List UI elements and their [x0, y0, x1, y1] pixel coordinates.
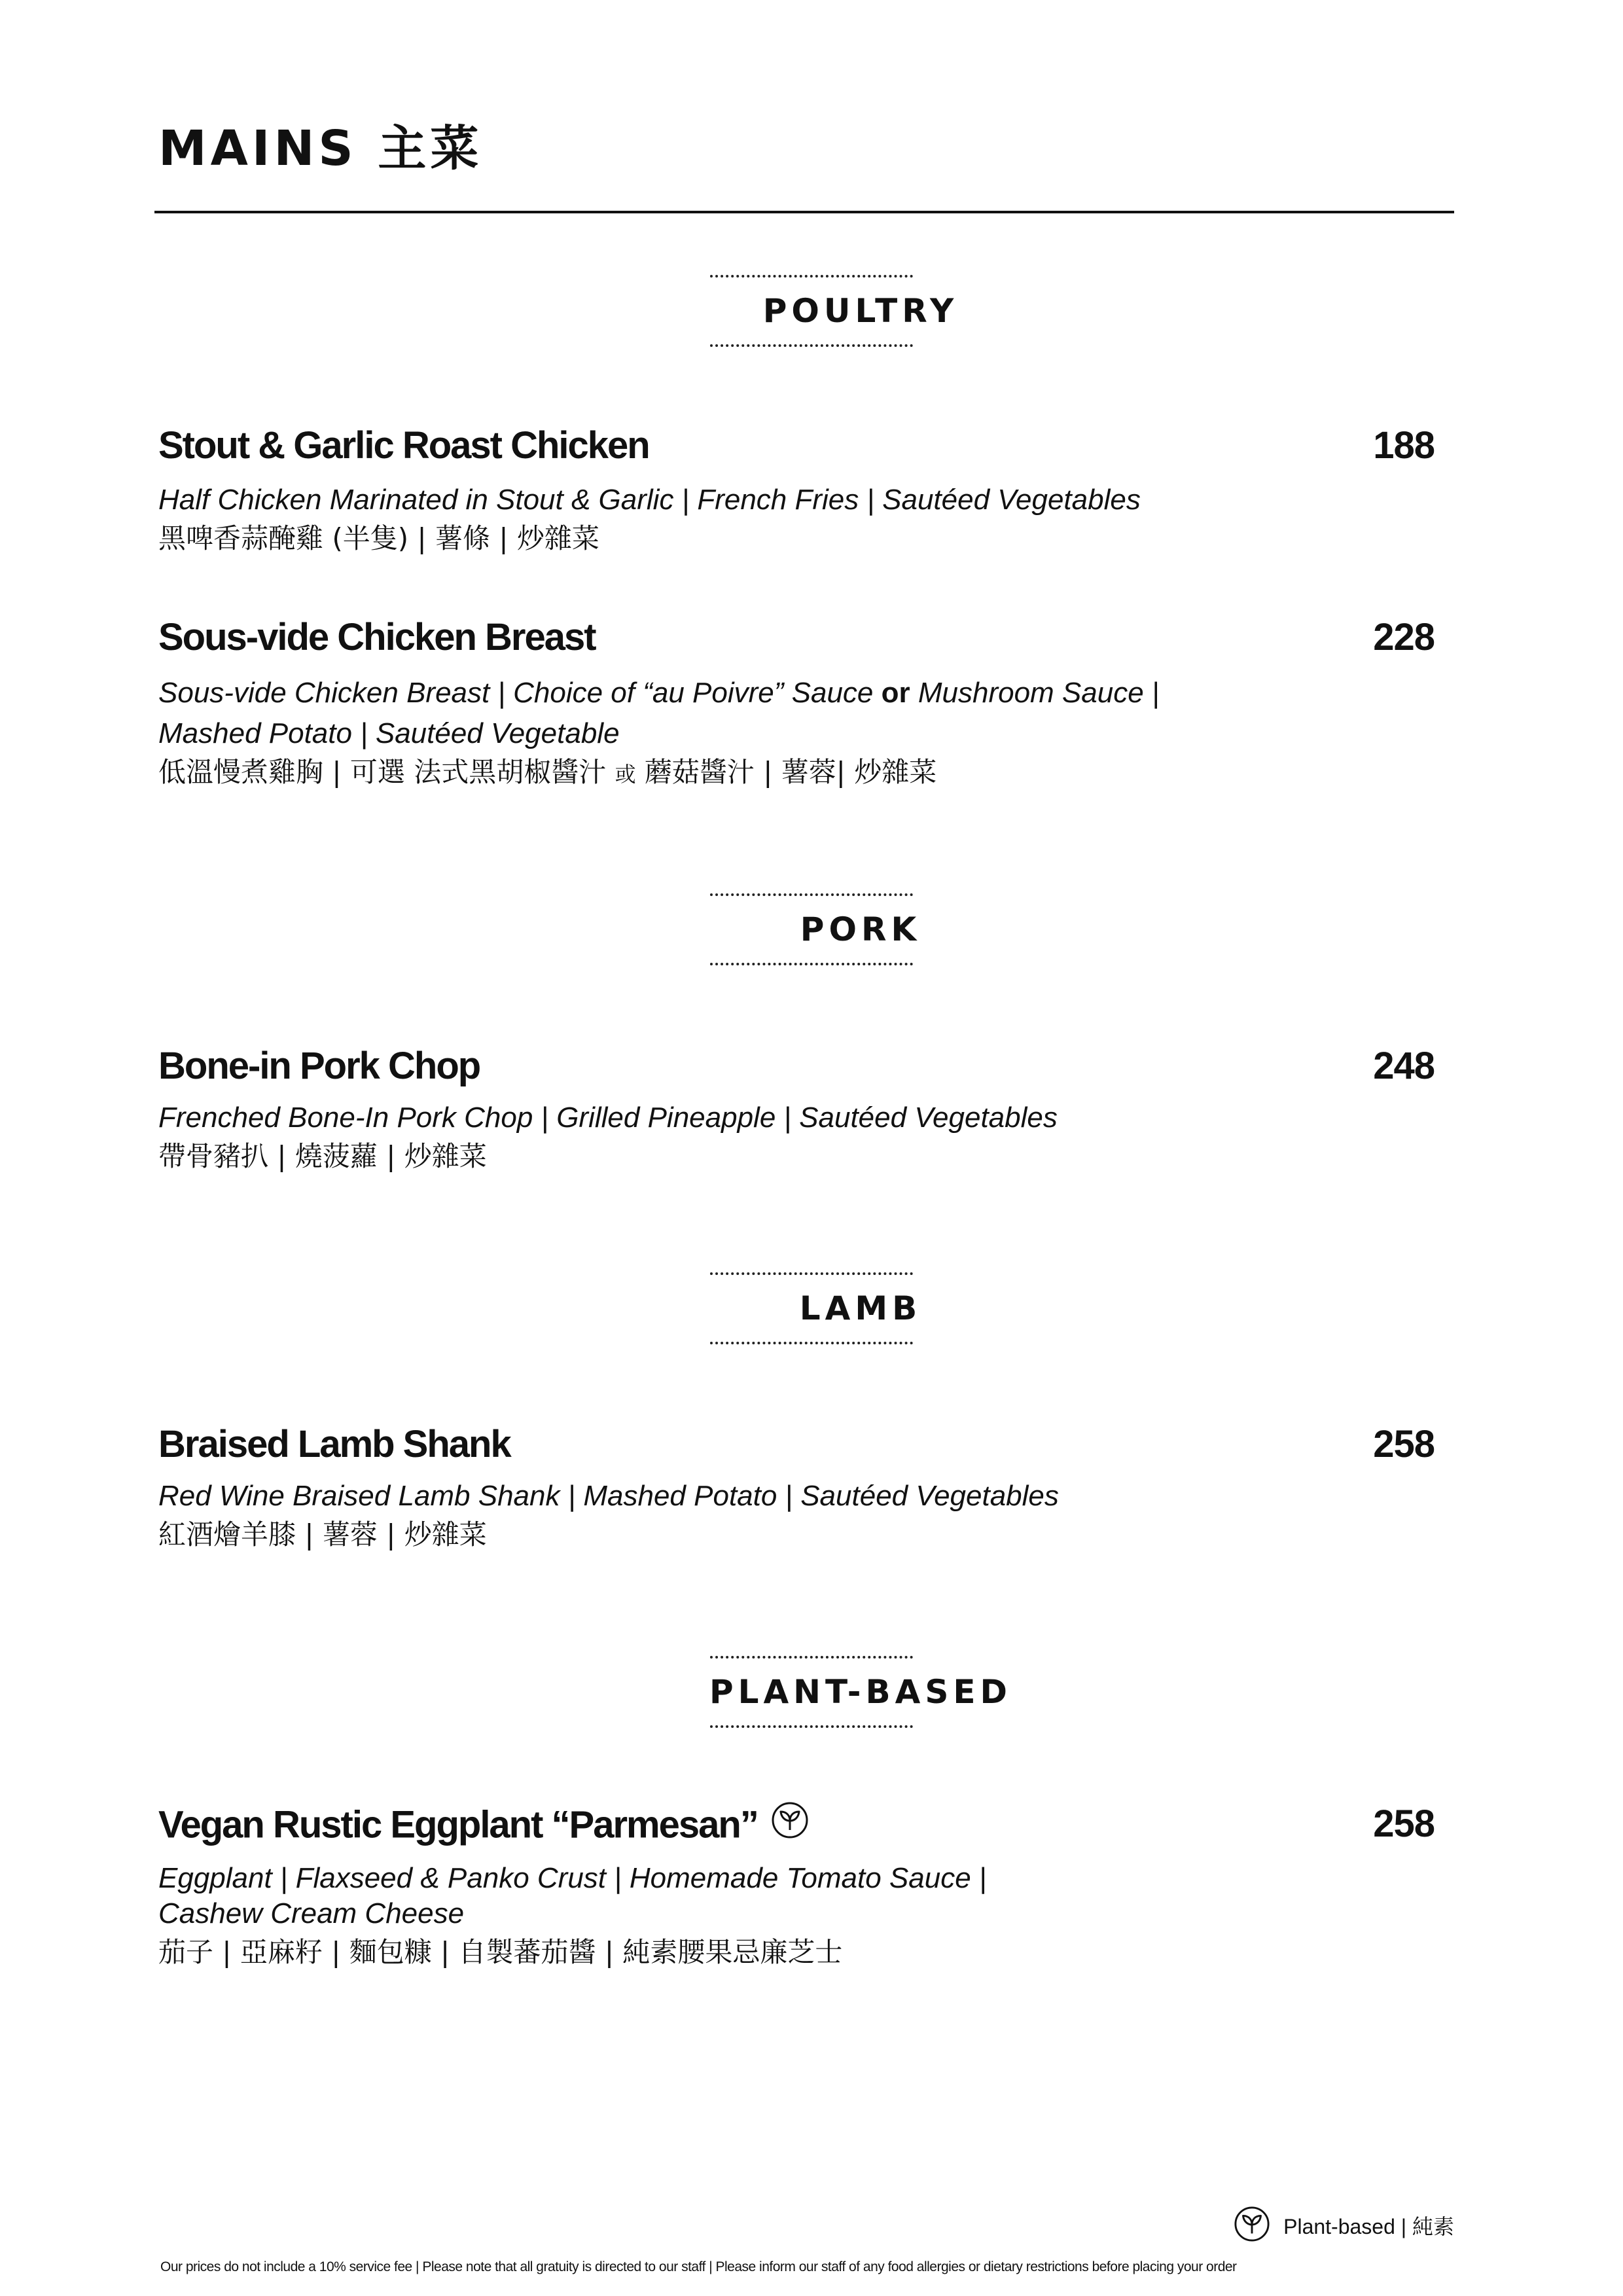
section-title: POULTRY	[762, 292, 959, 330]
dotted-rule	[710, 1725, 913, 1728]
section-title: PLANT-BASED	[709, 1673, 1012, 1711]
plant-based-legend	[1234, 2206, 1454, 2245]
item-name: Braised Lamb Shank	[158, 1423, 510, 1465]
description-text: Sous-vide Chicken Breast | Choice of “au Poivre” Sauce	[158, 677, 882, 709]
item-price: 248	[1373, 1045, 1435, 1087]
item-description-line2: Cashew Cream Cheese	[158, 1897, 465, 1929]
item-description-chinese: 黑啤香蒜醃雞 (半隻) | 薯條 | 炒雜菜	[158, 522, 599, 554]
item-price: 258	[1373, 1423, 1435, 1465]
zh-or: 或	[615, 762, 636, 787]
item-name: Sous-vide Chicken Breast	[158, 616, 596, 658]
dotted-rule	[710, 963, 913, 965]
item-name: Bone-in Pork Chop	[158, 1045, 480, 1087]
item-description-line2: Mashed Potato | Sautéed Vegetable	[158, 717, 620, 749]
item-description: Half Chicken Marinated in Stout & Garlic | French Fries | Sautéed Vegetables	[158, 484, 1141, 516]
section-title: PORK	[800, 910, 921, 948]
dotted-rule	[710, 275, 913, 278]
title-divider	[154, 211, 1454, 213]
item-description-chinese: 茄子 | 亞麻籽 | 麵包糠 | 自製蕃茄醬 | 純素腰果忌廉芝士	[158, 1936, 843, 1968]
item-price: 188	[1373, 424, 1435, 467]
dotted-rule	[710, 893, 913, 896]
section-title: LAMB	[799, 1289, 922, 1327]
item-description: Red Wine Braised Lamb Shank | Mashed Potato | Sautéed Vegetables	[158, 1480, 1059, 1512]
page-title: MAINS 主菜	[158, 120, 483, 177]
dotted-rule	[710, 1656, 913, 1659]
item-description-chinese: 紅酒燴羊膝 | 薯蓉 | 炒雜菜	[158, 1518, 487, 1551]
description-or: or	[881, 677, 910, 709]
dotted-rule	[710, 1272, 913, 1275]
item-price: 228	[1373, 616, 1435, 658]
dotted-rule	[710, 1342, 913, 1344]
item-name: Stout & Garlic Roast Chicken	[158, 424, 649, 467]
plant-leaf-icon	[771, 1801, 809, 1846]
item-price: 258	[1373, 1803, 1435, 1845]
item-description-chinese: 帶骨豬扒 | 燒菠蘿 | 炒雜菜	[158, 1140, 487, 1172]
footer-note: Our prices do not include a 10% service fee | Please note that all gratuity is directed to our staff | Please inform our staff of any food allergies or dietary restrictions before placing your order	[160, 2259, 1237, 2274]
description-text: Mushroom Sauce |	[910, 677, 1160, 709]
item-description: Frenched Bone-In Pork Chop | Grilled Pineapple | Sautéed Vegetables	[158, 1102, 1058, 1134]
legend-label: Plant-based | 純素	[1283, 2215, 1454, 2238]
item-name	[158, 1805, 809, 1850]
item-description	[158, 679, 1159, 708]
item-name-text: Vegan Rustic Eggplant “Parmesan”	[158, 1803, 758, 1846]
item-description: Eggplant | Flaxseed & Panko Crust | Homemade Tomato Sauce |	[158, 1862, 987, 1894]
zh-text: 蘑菇醬汁 | 薯蓉| 炒雜菜	[635, 756, 937, 788]
item-description-chinese	[158, 756, 937, 788]
plant-leaf-icon	[1234, 2206, 1270, 2245]
zh-text: 低溫慢煮雞胸 | 可選 法式黑胡椒醬汁	[158, 756, 615, 788]
dotted-rule	[710, 344, 913, 347]
